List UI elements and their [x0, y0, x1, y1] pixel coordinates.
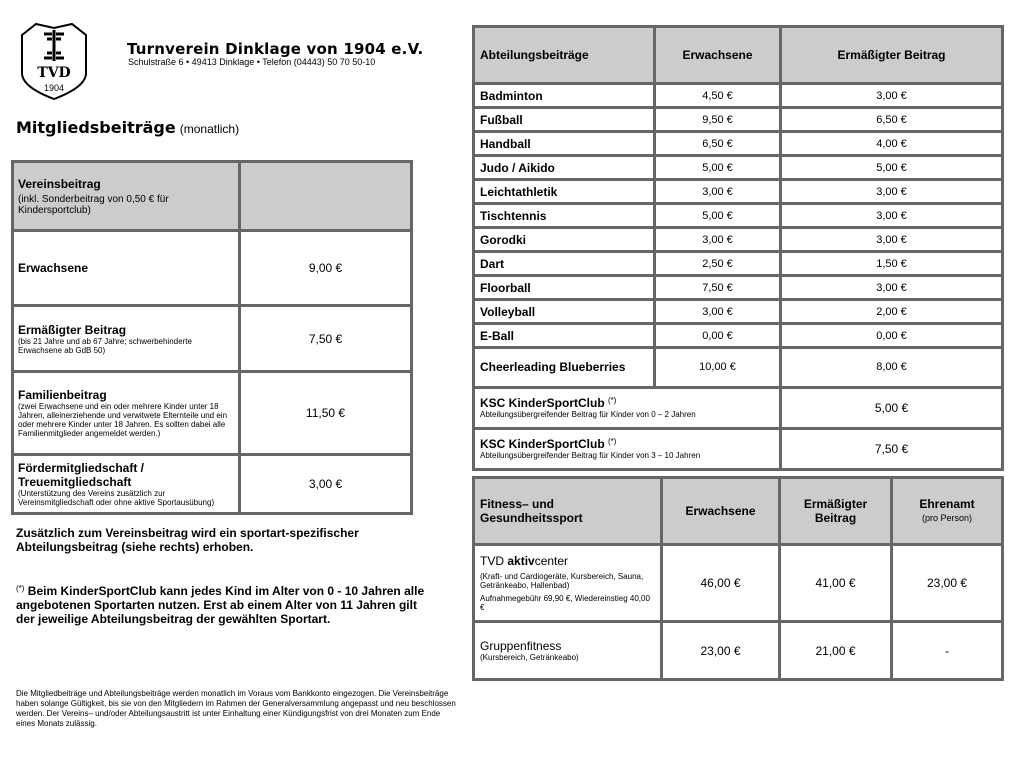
table-row — [474, 276, 1003, 300]
adult-fee: 5,00 € — [655, 204, 781, 228]
sport-name: Dart — [474, 252, 655, 276]
row-label-cell — [13, 455, 240, 514]
fitness-fee-note: Aufnahmegebühr 69,90 €, Wiedereinstieg 40,00 € — [480, 594, 650, 612]
page-title — [16, 118, 239, 137]
adult-fee: 10,00 € — [655, 348, 781, 388]
fitness-name-cell — [474, 545, 662, 622]
reduced-fee: 41,00 € — [780, 545, 892, 622]
row-label-cell — [13, 372, 240, 455]
ksc-title: KSC KinderSportClub — [480, 396, 605, 410]
table-header-row — [13, 162, 412, 231]
table-row — [474, 180, 1003, 204]
table-row — [474, 300, 1003, 324]
name-bold: aktiv — [507, 554, 535, 568]
reduced-fee: 0,00 € — [781, 324, 1003, 348]
adult-fee: 5,00 € — [655, 156, 781, 180]
ksc-desc: Abteilungsübergreifender Beitrag für Kinder von 0 – 2 Jahren — [480, 410, 696, 419]
ksc-fee: 7,50 € — [781, 429, 1003, 470]
ksc-title-line — [480, 437, 774, 451]
sport-name: Gorodki — [474, 228, 655, 252]
sport-name: Leichtathletik — [474, 180, 655, 204]
name-prefix: TVD — [480, 554, 508, 568]
reduced-fee: 2,00 € — [781, 300, 1003, 324]
adult-fee: 3,00 € — [655, 180, 781, 204]
column-header: Ermäßigter Beitrag — [781, 27, 1003, 84]
ksc-footnote — [16, 582, 436, 626]
table-row — [474, 84, 1003, 108]
reduced-fee: 3,00 € — [781, 84, 1003, 108]
footer-note: Die Mitgliedbeiträge und Abteilungsbeiträge werden monatlich im Voraus vom Bankkonto eingezogen. Die Vereinsbeiträge haben solange Gültigkeit, bis sie von den Mitgliedern im Rahmen der Generalversammlung angepasst und neu beschlossen werden. Der Vereins– und/oder Abteilungsaustritt ist unter Einhaltung einer Kündigungsfrist von drei Monaten zum Ende eines Monats zulässig. — [16, 689, 456, 728]
fitness-name — [480, 554, 655, 568]
page-title-text: Mitgliedsbeiträge — [16, 118, 176, 137]
ksc-desc: Abteilungsübergreifender Beitrag für Kinder von 3 – 10 Jahren — [480, 451, 701, 460]
row-label: Familienbeitrag — [18, 388, 107, 402]
sport-name: Tischtennis — [474, 204, 655, 228]
footnote-marker: (*) — [16, 584, 25, 593]
table-row — [474, 348, 1003, 388]
volunteer-fee: 23,00 € — [892, 545, 1003, 622]
column-header: Fitness– und Gesundheitssport — [474, 478, 662, 545]
ksc-row — [474, 388, 1003, 429]
reduced-fee: 6,50 € — [781, 108, 1003, 132]
club-logo — [18, 21, 90, 101]
ksc-title: KSC KinderSportClub — [480, 437, 605, 451]
reduced-fee: 8,00 € — [781, 348, 1003, 388]
row-label-cell — [13, 306, 240, 372]
logo-letters: TVD — [37, 65, 71, 81]
column-header: Ermäßigter Beitrag — [780, 478, 892, 545]
footnote-marker: (*) — [608, 396, 617, 405]
row-label: Erwachsene — [18, 261, 89, 275]
vereinsbeitrag-header-note: (inkl. Sonderbeitrag von 0,50 € für Kindersportclub) — [18, 193, 169, 216]
ksc-row — [474, 429, 1003, 470]
adult-fee: 2,50 € — [655, 252, 781, 276]
club-address: Schulstraße 6 • 49413 Dinklage • Telefon (04443) 50 70 50-10 — [128, 57, 376, 67]
volunteer-fee: - — [892, 622, 1003, 680]
table-header-row — [474, 27, 1003, 84]
page-subtitle: (monatlich) — [179, 122, 240, 136]
row-note: (Unterstützung des Vereins zusätzlich zur Vereinsmitgliedschaft oder ohne aktive Sportausübung) — [18, 489, 215, 507]
fitness-table — [472, 476, 1004, 681]
header-cell-empty — [240, 162, 412, 231]
reduced-fee: 3,00 € — [781, 228, 1003, 252]
row-value: 7,50 € — [240, 306, 412, 372]
table-row — [13, 306, 412, 372]
sport-name: Volleyball — [474, 300, 655, 324]
name-suffix: center — [534, 554, 569, 568]
table-row — [474, 324, 1003, 348]
table-row — [13, 455, 412, 514]
sport-name: Cheerleading Blueberries — [474, 348, 655, 388]
logo-year: 1904 — [43, 83, 65, 93]
column-header-volunteer — [892, 478, 1003, 545]
abteilung-table — [472, 25, 1004, 471]
row-label: Fördermitgliedschaft / Treuemitgliedschaft — [18, 461, 145, 489]
reduced-fee: 1,50 € — [781, 252, 1003, 276]
row-note: (zwei Erwachsene und ein oder mehrere Kinder unter 18 Jahren, alleinerziehende und verwitwete Elternteile und ein oder mehrere Kinder unter 18 Jahren. Es sollten dabei alle Familienmitglieder angemeldet werden.) — [18, 402, 228, 438]
row-value: 9,00 € — [240, 231, 412, 306]
table-row — [474, 108, 1003, 132]
table-row — [474, 132, 1003, 156]
table-row — [474, 545, 1003, 622]
adult-fee: 0,00 € — [655, 324, 781, 348]
row-note: (bis 21 Jahre und ab 67 Jahre; schwerbehinderte Erwachsene ab GdB 50) — [18, 336, 192, 355]
sport-name: Fußball — [474, 108, 655, 132]
adult-fee: 6,50 € — [655, 132, 781, 156]
reduced-fee: 4,00 € — [781, 132, 1003, 156]
table-row — [474, 228, 1003, 252]
table-row — [13, 231, 412, 306]
reduced-fee: 3,00 € — [781, 180, 1003, 204]
sport-name: Judo / Aikido — [474, 156, 655, 180]
reduced-fee: 3,00 € — [781, 276, 1003, 300]
table-header-row — [474, 478, 1003, 545]
footnote-marker: (*) — [608, 437, 617, 446]
adult-fee: 3,00 € — [655, 300, 781, 324]
info-text: Zusätzlich zum Vereinsbeitrag wird ein sportart-spezifischer Abteilungsbeitrag (siehe rechts) erhoben. — [16, 526, 359, 554]
adult-fee: 9,50 € — [655, 108, 781, 132]
ksc-footnote-text: Beim KinderSportClub kann jedes Kind im Alter von 0 - 10 Jahren alle angebotenen Sportarten nutzen. Erst ab einem Alter von 11 Jahren gilt der jeweilige Abteilungsbeitrag der gewählten Sportart. — [16, 584, 425, 626]
table-row — [474, 204, 1003, 228]
table-row — [474, 252, 1003, 276]
sport-name: Handball — [474, 132, 655, 156]
fitness-desc: (Kursbereich, Getränkeabo) — [480, 653, 579, 662]
sport-name: Badminton — [474, 84, 655, 108]
reduced-fee: 21,00 € — [780, 622, 892, 680]
adult-fee: 23,00 € — [662, 622, 780, 680]
column-header: Erwachsene — [655, 27, 781, 84]
row-value: 3,00 € — [240, 455, 412, 514]
table-row — [13, 372, 412, 455]
ksc-fee: 5,00 € — [781, 388, 1003, 429]
ksc-label-cell — [474, 429, 781, 470]
column-header: Abteilungsbeiträge — [474, 27, 655, 84]
row-label-cell — [13, 231, 240, 306]
ksc-label-cell — [474, 388, 781, 429]
sport-name: Floorball — [474, 276, 655, 300]
fitness-desc: (Kraft- und Cardiogeräte, Kursbereich, Sauna, Getränkeabo, Hallenbad) — [480, 572, 644, 590]
adult-fee: 4,50 € — [655, 84, 781, 108]
column-header: Erwachsene — [662, 478, 780, 545]
ksc-title-line — [480, 396, 774, 410]
row-value: 11,50 € — [240, 372, 412, 455]
volunteer-header-sub: (pro Person) — [921, 513, 973, 523]
reduced-fee: 3,00 € — [781, 204, 1003, 228]
header-cell — [13, 162, 240, 231]
reduced-fee: 5,00 € — [781, 156, 1003, 180]
adult-fee: 46,00 € — [662, 545, 780, 622]
fitness-name: Gruppenfitness — [480, 639, 562, 653]
adult-fee: 3,00 € — [655, 228, 781, 252]
row-label: Ermäßigter Beitrag — [18, 322, 127, 337]
vereinsbeitrag-header: Vereinsbeitrag — [18, 176, 101, 191]
volunteer-header: Ehrenamt — [919, 497, 975, 511]
table-row — [474, 622, 1003, 680]
adult-fee: 7,50 € — [655, 276, 781, 300]
vereinsbeitrag-table — [11, 160, 413, 515]
fitness-name-cell — [474, 622, 662, 680]
club-name: Turnverein Dinklage von 1904 e.V. — [127, 40, 424, 58]
sport-name: E-Ball — [474, 324, 655, 348]
table-row — [474, 156, 1003, 180]
